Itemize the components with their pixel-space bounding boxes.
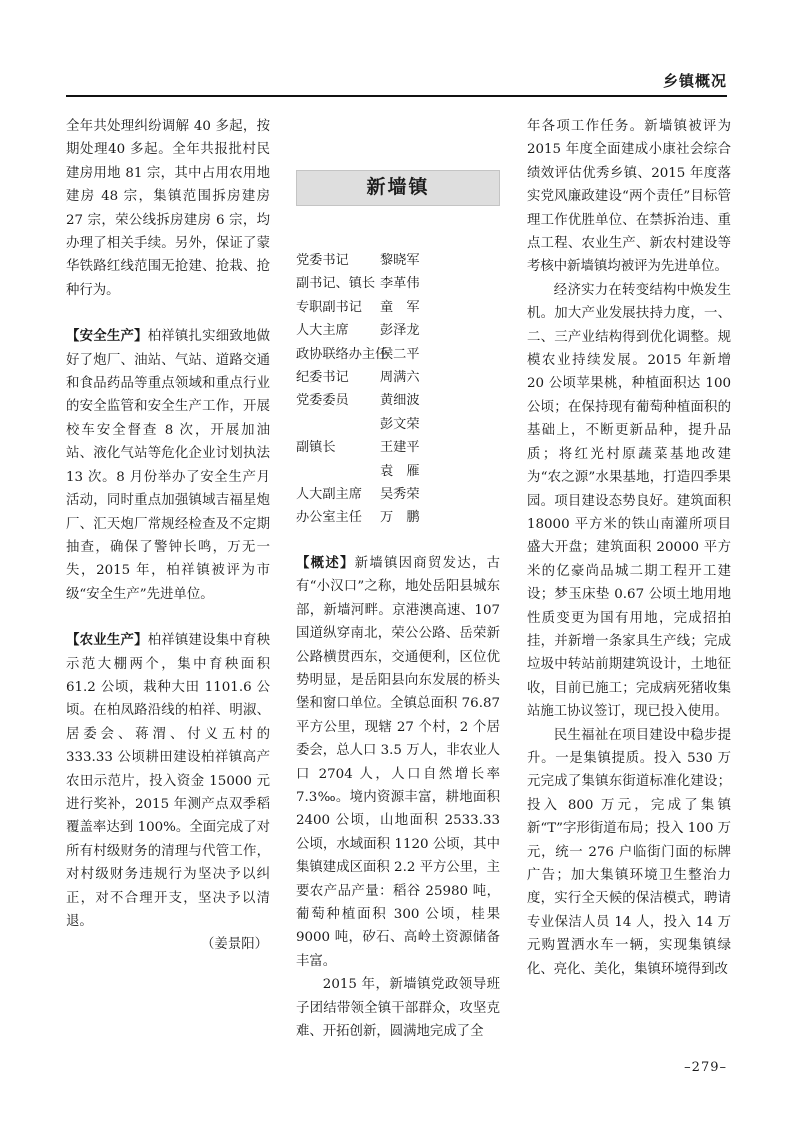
- town-title: 新墙镇: [296, 170, 500, 206]
- awards-paragraph: 年各项工作任务。新墙镇被评为 2015 年度全面建成小康社会综合绩效评估优秀乡镇、2015 年度落实党风廉政建设“两个责任”目标管理工作优胜单位、在禁拆治违、重点工程、农业生产、新农村建设等考核中新墙镇均被评为先进单位。: [527, 119, 731, 275]
- overview-text: 新墙镇因商贸发达，古有“小汉口”之称，地处岳阳县城东部，新墙河畔。京港澳高速、107 国道纵穿南北，荣公公路、岳荣新公路横贯西东，交通便利，区位优势明显，是岳阳县向东发展的桥头堡和窗口单位。全镇总面积 76.87 平方公里，现辖 27 个村，2 个居委会，总人口 3.5 万人，非农业人口 2704 人，人口自然增长率 7.3‰。境内资源丰富，耕地面积 2400 公顷，山地面积 2533.33 公顷，水域面积 1120 公顷，其中集镇建成区面积 2.2 平方公里，主要农产品产量：稻谷 25980 吨，葡萄种植面积 300 公顷，桂果 9000 吨，矽石、高岭土资源储备丰富。: [296, 555, 501, 969]
- leadership-roster: [296, 249, 500, 530]
- roster-role: 副镇长: [296, 440, 336, 456]
- safety-label: 【安全生产】: [66, 329, 148, 345]
- roster-row: [296, 366, 500, 389]
- column-right: [527, 115, 731, 981]
- roster-name: 童 军: [380, 299, 420, 315]
- roster-name: 李革伟: [380, 276, 420, 292]
- roster-row: [296, 389, 500, 412]
- safety-text: 柏祥镇扎实细致地做好了炮厂、油站、气站、道路交通和食品药品等重点领域和重点行业的安全监管和安全生产工作，开展校车安全督查 8 次，开展加油站、液化气站等危化企业讨划执法 13 次。8 月份举办了安全生产月活动，同时重点加强镇域吉福星炮厂、汇天炮厂常规经检查及不定期抽查，确保了警钟长鸣，万无一失，2015 年，柏祥镇被评为市级“安全生产”先进单位。: [66, 329, 271, 602]
- roster-role: 人大副主席: [296, 487, 362, 503]
- page-number: –279–: [684, 1060, 727, 1075]
- roster-name: 袁 雁: [380, 463, 420, 479]
- roster-name: 吴秀荣: [380, 487, 420, 503]
- roster-row: [296, 460, 500, 483]
- roster-role: 副书记、镇长: [296, 276, 376, 292]
- roster-name: 黄细波: [380, 393, 420, 409]
- section-header-title: 乡镇概况: [662, 72, 727, 90]
- roster-name: 彭文荣: [380, 416, 420, 432]
- agriculture-label: 【农业生产】: [66, 633, 148, 649]
- overview-label: 【概述】: [296, 555, 355, 571]
- roster-name: 黎晓军: [380, 253, 420, 268]
- roster-role: [296, 460, 380, 483]
- column-left: [66, 115, 270, 957]
- agriculture-paragraph: [66, 629, 270, 933]
- dispute-paragraph: 全年共处理纠纷调解 40 多起，按期处理40 多起。全年共报批村民建房用地 81 宗，其中占用农用地建房 48 宗，集镇范围拆房建房 27 宗，荣公线拆房建房 6 宗，均办理了相关手续。另外，保证了蒙华铁路红线范围无抢建、抢栽、抢种行为。: [66, 119, 270, 298]
- header-rule: [66, 95, 727, 97]
- livelihood-paragraph: 民生福祉在项目建设中稳步提升。一是集镇提质。投入 530 万元完成了集镇东街道标准化建设；投入 800 万元，完成了集镇新“T”字形街道布局；投入 100 万元，统一 276 户临街门面的标牌广告；加大集镇环境卫生整治力度，实行全天候的保洁模式，聘请专业保洁人员 14 人，投入 14 万元购置洒水车一辆，实现集镇绿化、亮化、美化，集镇环境得到改: [527, 727, 731, 977]
- roster-row: [296, 413, 500, 436]
- agriculture-text: 柏祥镇建设集中育秧示范大棚两个，集中育秧面积 61.2 公顷，栽种大田 1101.6 公顷。在柏凤路沿线的柏祥、明淑、居委会、蒋渭、付义五村的 333.33 公顷耕田建设柏祥镇高产农田示范片，投入资金 15000 元进行奖补，2015 年测产点双季稻覆盖率达到 100%。全面完成了对所有村级财务的清理与代管工作，对村级财务违规行为坚决予以纠正，对不合理开支，坚决予以清退。: [66, 633, 271, 929]
- work-summary-paragraph: 2015 年，新墙镇党政领导班子团结带领全镇干部群众，攻坚克难、开拓创新，圆满地完成了全: [296, 977, 500, 1039]
- roster-name: 周满六: [380, 370, 420, 386]
- roster-role: [296, 413, 380, 436]
- roster-row: [296, 483, 500, 506]
- roster-row: [296, 249, 500, 272]
- roster-role: 党委书记: [296, 253, 349, 268]
- roster-role: 政协联络办主任: [296, 346, 389, 362]
- roster-role: 专职副书记: [296, 299, 362, 315]
- roster-name: 万 鹏: [380, 510, 420, 526]
- roster-name: 王建平: [380, 440, 420, 456]
- roster-row: [296, 506, 500, 529]
- roster-row: [296, 272, 500, 295]
- roster-row: [296, 436, 500, 459]
- safety-paragraph: [66, 325, 270, 606]
- roster-role: 纪委书记: [296, 370, 349, 386]
- roster-name: 侯二平: [380, 346, 420, 362]
- roster-role: 党委委员: [296, 393, 349, 409]
- roster-row: [296, 296, 500, 319]
- author-credit: （姜景阳）: [201, 937, 268, 953]
- economy-paragraph: 经济实力在转变结构中焕发生机。加大产业发展扶持力度，一、二、三产业结构得到优化调整。规模农业持续发展。2015 年新增 20 公顷苹果桃，种植面积达 100 公顷；在保持现有葡萄种植面积的基础上，不断更新品种，提升品质；将红光村原蔬菜基地改建为“农之源”水果基地，打造四季果园。项目建设态势良好。建筑面积 18000 平方米的铁山南灌所项目盛大开盘；建筑面积 20000 平方米的亿豪尚品城二期工程开工建设；梦玉床垫 0.67 公顷土地用地性质变更为国有用地，完成招拍挂，并新增一条家具生产线；完成垃圾中转站前期建筑设计，土地征收，目前已施工；完成病死猪收集站施工协议签订，现已投入使用。: [527, 282, 731, 720]
- column-middle: [296, 124, 500, 1043]
- overview-paragraph: [296, 552, 500, 973]
- roster-row: [296, 343, 500, 366]
- roster-name: 彭泽龙: [380, 323, 420, 339]
- roster-row: [296, 319, 500, 342]
- roster-role: 办公室主任: [296, 510, 362, 526]
- roster-role: 人大主席: [296, 323, 349, 339]
